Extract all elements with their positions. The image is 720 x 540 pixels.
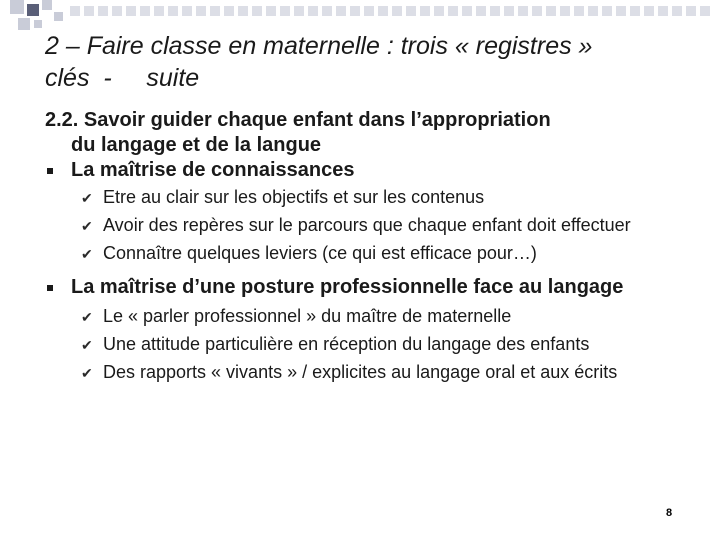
square-bullet-icon xyxy=(47,285,53,291)
slide-title xyxy=(45,30,705,94)
section-heading xyxy=(45,108,685,158)
sub-bullet xyxy=(45,186,685,209)
page-number: 8 xyxy=(666,507,673,519)
sub-bullet-text: Etre au clair sur les objectifs et sur les contenus xyxy=(103,187,485,207)
bullet-knowledge xyxy=(45,158,685,183)
check-mark-icon: ✔ xyxy=(81,309,93,325)
section-heading-line-1: 2.2. Savoir guider chaque enfant dans l’appropriation xyxy=(45,109,551,131)
header-decoration xyxy=(0,0,720,32)
check-mark-icon: ✔ xyxy=(81,337,93,353)
sub-bullet-text: Une attitude particulière en réception du langage des enfants xyxy=(103,334,590,354)
check-mark-icon: ✔ xyxy=(81,365,93,381)
section-heading-line-2: du langage et de la langue xyxy=(71,134,322,156)
bullet-posture xyxy=(45,275,685,300)
bullet-label: La maîtrise de connaissances xyxy=(71,159,355,181)
sub-bullet xyxy=(45,305,685,328)
check-mark-icon: ✔ xyxy=(81,190,93,206)
sub-bullet xyxy=(45,361,685,384)
sub-bullet-text: Connaître quelques leviers (ce qui est efficace pour…) xyxy=(103,243,537,263)
slide-title-line-2: clés - suite xyxy=(45,64,200,92)
sub-bullet-text: Avoir des repères sur le parcours que chaque enfant doit effectuer xyxy=(103,215,631,235)
square-bullet-icon xyxy=(47,168,53,174)
sub-bullet-text: Le « parler professionnel » du maître de maternelle xyxy=(103,306,512,326)
slide-title-line-1: 2 – Faire classe en maternelle : trois « registres » xyxy=(45,32,593,60)
sub-bullet xyxy=(45,333,685,356)
check-mark-icon: ✔ xyxy=(81,218,93,234)
sub-bullet xyxy=(45,214,685,237)
slide-body xyxy=(45,108,685,384)
sub-bullet xyxy=(45,242,685,265)
bullet-label: La maîtrise d’une posture professionnelle face au langage xyxy=(71,276,624,298)
sub-bullet-text: Des rapports « vivants » / explicites au langage oral et aux écrits xyxy=(103,362,618,382)
check-mark-icon: ✔ xyxy=(81,246,93,262)
